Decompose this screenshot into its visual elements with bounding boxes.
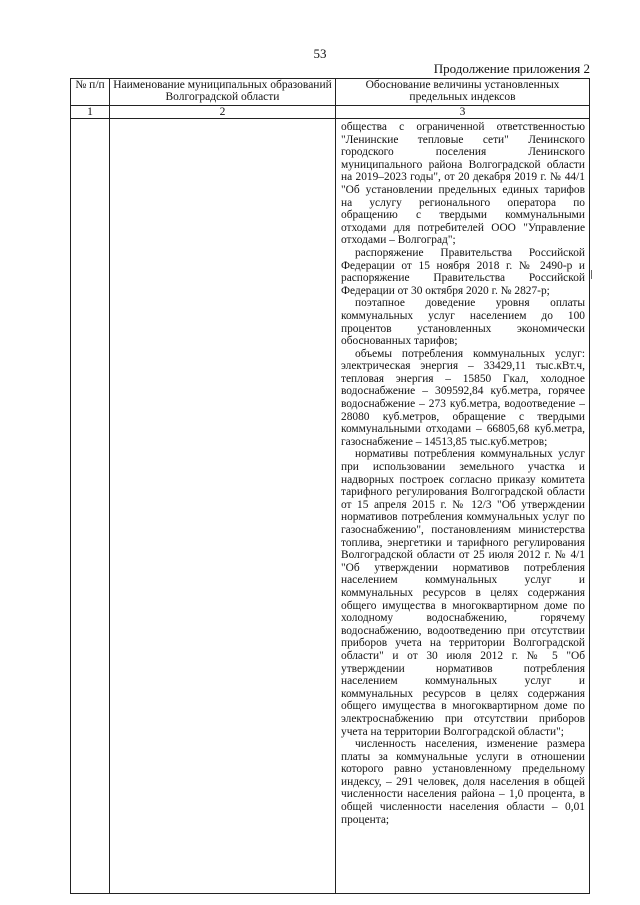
continuation-label: Продолжение приложения 2 (433, 61, 590, 76)
header-municipality: Наименование муниципальных образований Волгоградской области (110, 79, 336, 106)
appendix-table (70, 78, 590, 894)
paragraph-6: численность населения, изменение размера платы за коммунальные услуги в отношении которого равно установленному предельному индексу, – 291 человек, доля населения в общей численности населения района – 1,0 процента, в общей численности населения области – 0,01 процента; (341, 738, 585, 826)
cell-justification (336, 119, 590, 894)
table-row (71, 119, 590, 894)
page-number: 53 (313, 46, 327, 61)
paragraph-2: распоряжение Правительства Российской Федерации от 15 ноября 2018 г. № 2490-р и распоряжение Правительства Российской Федерации от 30 октября 2020 г. № 2827-р; (341, 246, 585, 297)
column-number-row (71, 106, 590, 119)
paragraph-1: общества с ограниченной ответственностью "Ленинские тепловые сети" Ленинского городского поселения Ленинского муниципального района Волгоградской области на 2019–2023 годы", от 20 декабря 2019 г. № 44/1 "Об установлении предельных единых тарифов на услугу регионального оператора по обращению с твердыми коммунальными отходами для потребителей ООО "Управление отходами – Волгоград"; (341, 121, 585, 247)
paragraph-3: поэтапное доведение уровня оплаты коммунальных услуг населением до 100 процентов установленных экономически обоснованных тарифов; (341, 297, 585, 348)
paragraph-5: нормативы потребления коммунальных услуг при использовании земельного участка и надворных построек согласно приказу комитета тарифного регулирования Волгоградской области от 15 апреля 2015 г. № 12/3 "Об утверждении нормативов потребления коммунальных услуг по газоснабжению", постановлениям министерства топлива, энергетики и тарифного регулирования Волгоградской области от 25 июля 2012 г. № 4/1 "Об утверждении нормативов потребления населением коммунальных услуг и коммунальных ресурсов в целях содержания общего имущества в многоквартирном доме по холодному водоснабжению, горячему водоснабжению, водоотведению при отсутствии приборов учета на территории Волгоградской области" и от 30 июля 2012 г. № 5 "Об утверждении нормативов потребления населением коммунальных услуг и коммунальных ресурсов в целях содержания общего имущества в многоквартирном доме по электроснабжению при отсутствии приборов учета на территории Волгоградской области"; (341, 448, 585, 738)
scan-mark (591, 270, 592, 279)
header-justification: Обоснование величины установленных предельных индексов (336, 79, 590, 106)
col-number-2: 2 (110, 106, 336, 119)
cell-municipality (110, 119, 336, 894)
header-number: № п/п (71, 79, 110, 106)
col-number-3: 3 (336, 106, 590, 119)
header-row (71, 79, 590, 106)
col-number-1: 1 (71, 106, 110, 119)
cell-number (71, 119, 110, 894)
paragraph-4: объемы потребления коммунальных услуг: электрическая энергия – 33429,11 тыс.кВт.ч, тепловая энергия – 15850 Гкал, холодное водоснабжение – 309592,84 куб.метра, горячее водоснабжение – 273 куб.метра, водоотведение – 28080 куб.метров, обращение с твердыми коммунальными отходами – 66805,68 куб.метра, газоснабжение – 14513,85 тыс.куб.метров; (341, 347, 585, 448)
